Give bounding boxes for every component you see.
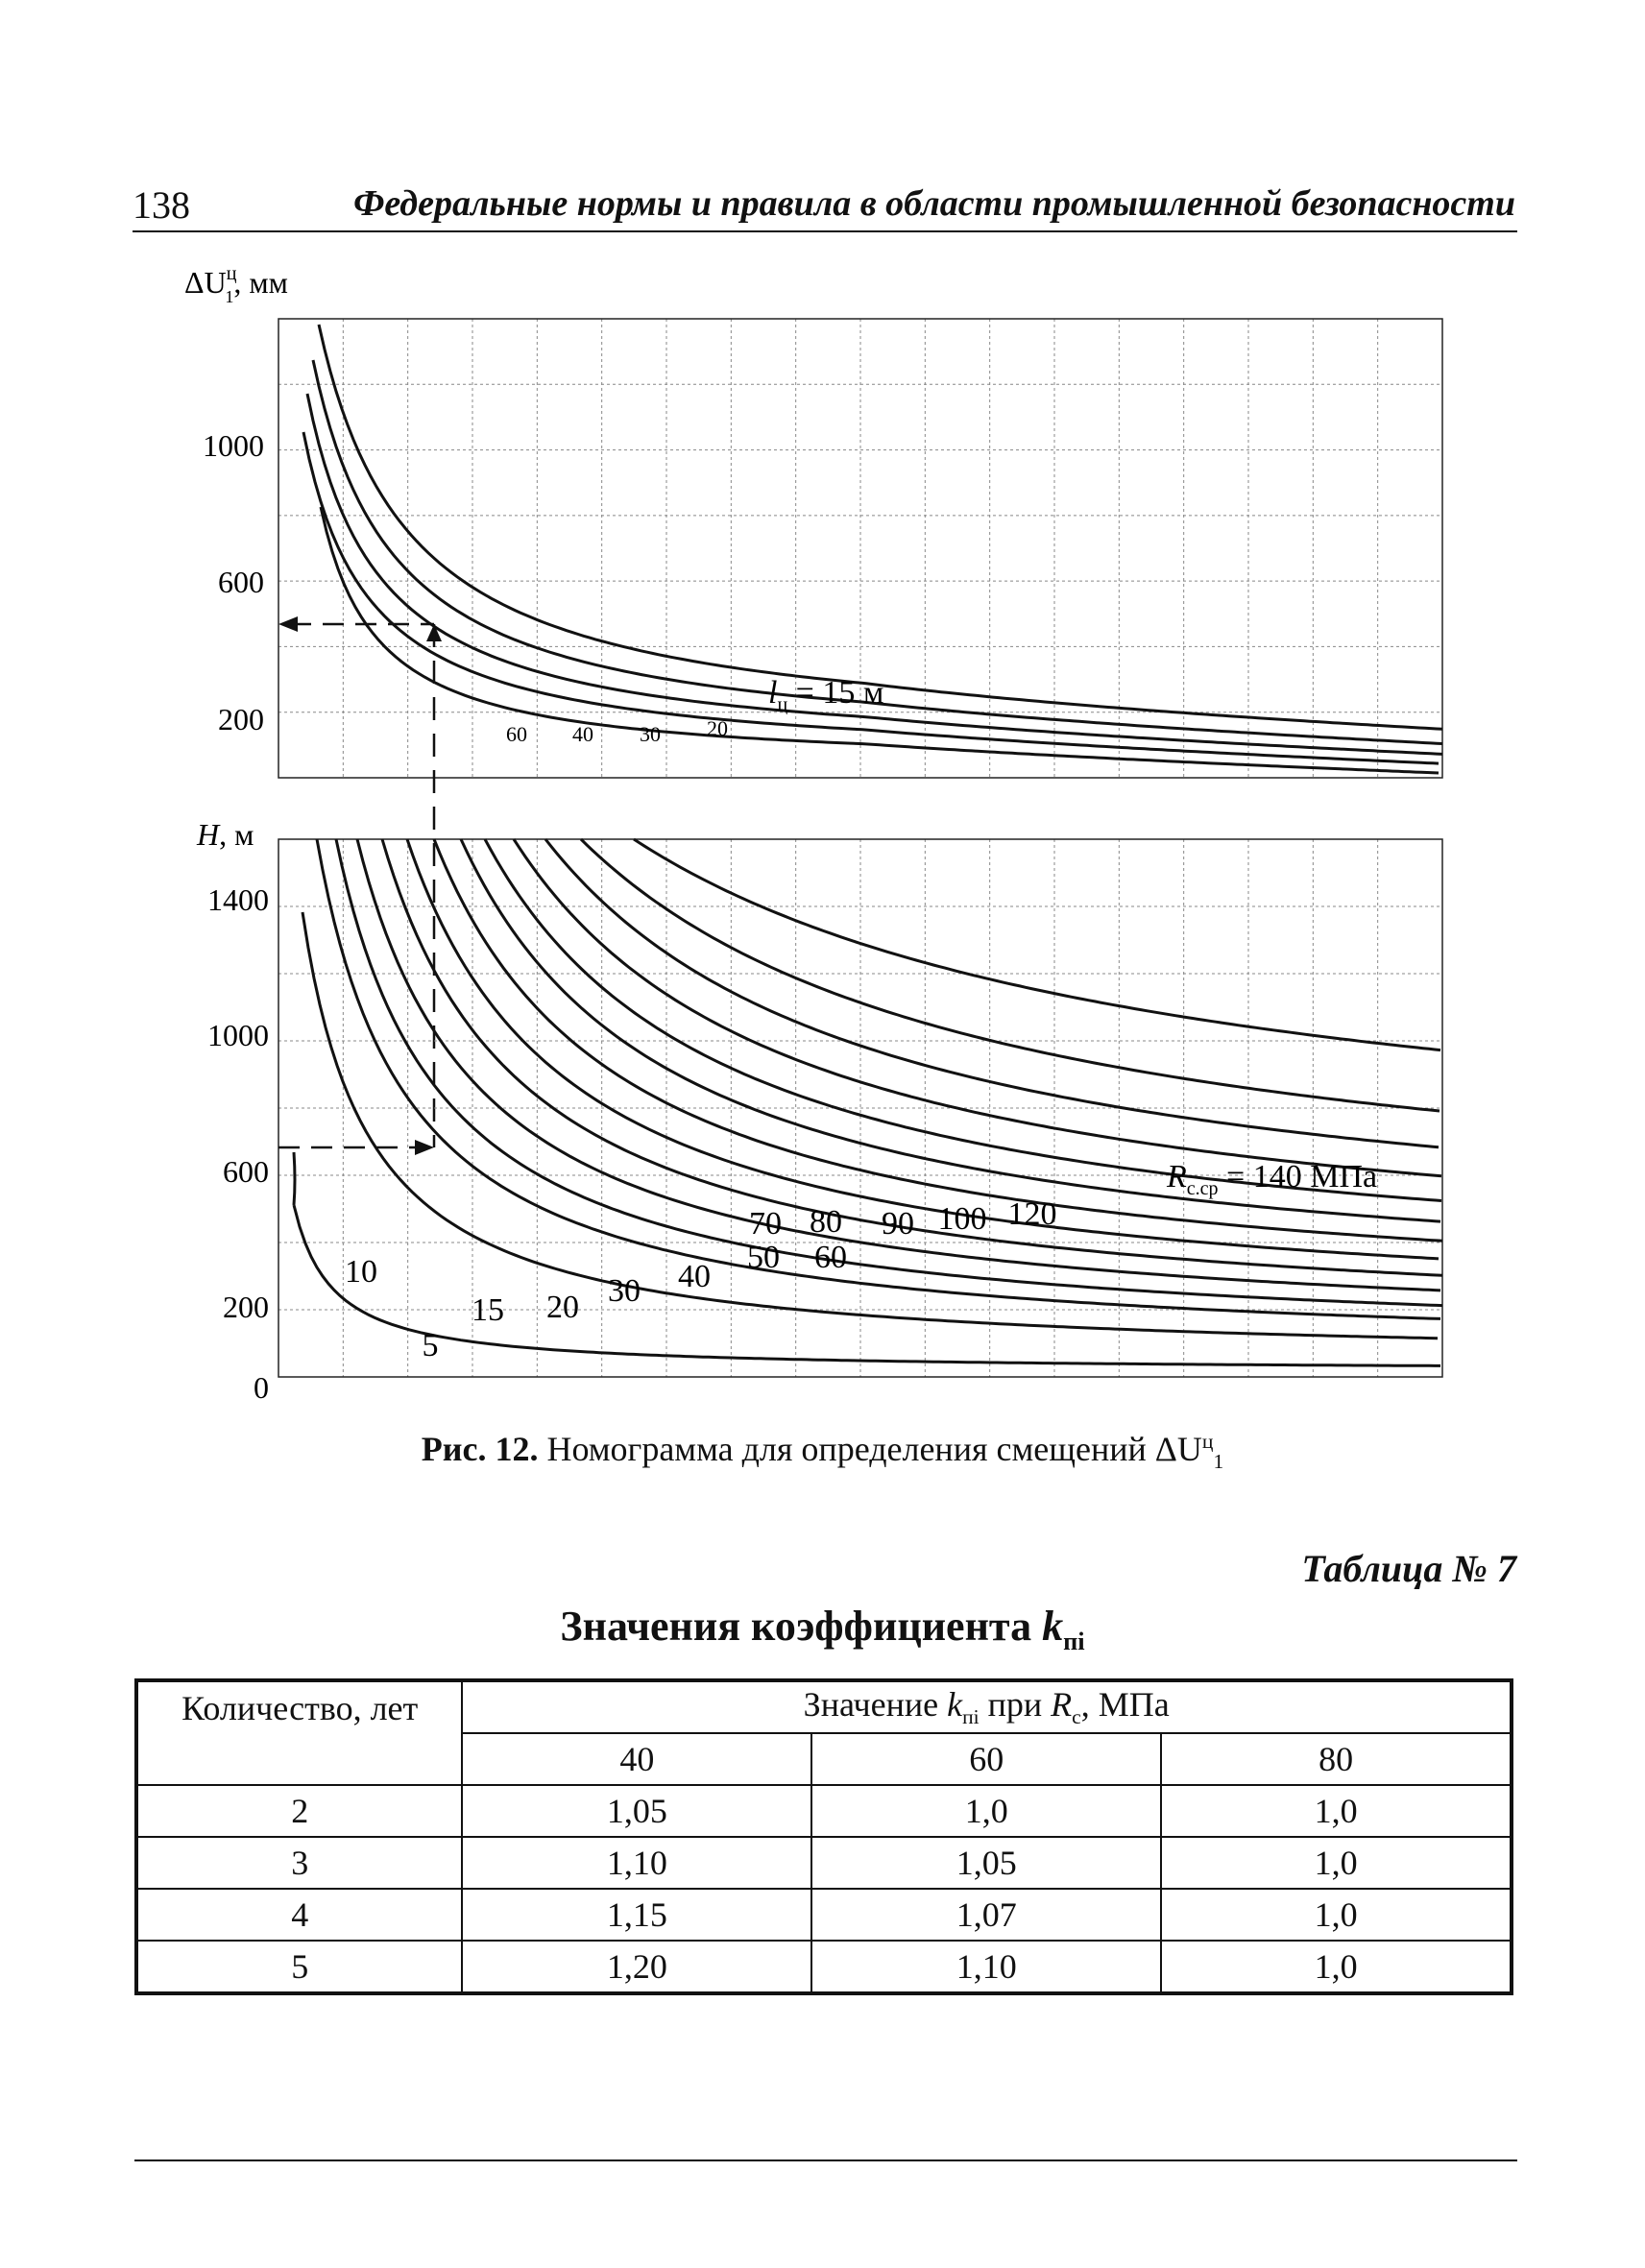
cell-years: 2 — [136, 1785, 462, 1837]
bottom-curve — [514, 839, 1441, 1176]
bottom-curve-label: 70 — [749, 1206, 782, 1242]
coefficient-table — [134, 1678, 1513, 1995]
cell-years: 3 — [136, 1837, 462, 1889]
table-row — [136, 1785, 1512, 1837]
cell-value: 1,0 — [1161, 1837, 1512, 1889]
head-group-text: Значение — [803, 1685, 939, 1725]
head-group-mid: при — [987, 1685, 1043, 1725]
bottom-curve — [634, 839, 1440, 1050]
sub-head: 60 — [811, 1733, 1161, 1785]
cell-value: 1,0 — [1161, 1941, 1512, 1993]
bottom-curve-label: 100 — [937, 1201, 987, 1237]
head-group — [462, 1680, 1512, 1733]
cell-value: 1,15 — [462, 1889, 811, 1941]
head-group-symbol: k — [947, 1685, 963, 1725]
top-y-tick: 200 — [218, 702, 264, 736]
bottom-y-axis-label: H, м — [197, 817, 254, 852]
figure-caption-sup: ц — [1201, 1430, 1214, 1453]
figure-caption-sub: 1 — [1213, 1450, 1224, 1474]
top-curve-label: 30 — [640, 722, 661, 746]
table-header-row — [136, 1680, 1512, 1733]
head-group-r: R — [1051, 1685, 1073, 1725]
top-curve — [303, 432, 1439, 763]
head-group-unit: , МПа — [1080, 1685, 1170, 1725]
head-group-sub: пі — [962, 1705, 980, 1729]
cell-value: 1,10 — [462, 1837, 811, 1889]
bottom-y-tick: 200 — [223, 1290, 269, 1324]
cell-value: 1,0 — [1161, 1785, 1512, 1837]
top-curve-label: 40 — [572, 722, 593, 746]
running-title: Федеральные нормы и правила в области промышленной безопасности — [353, 183, 1515, 224]
cell-value: 1,05 — [811, 1837, 1161, 1889]
top-family-label: $l_ц = 15$ м — [768, 675, 884, 715]
footer-rule — [134, 2159, 1517, 2161]
table-row — [136, 1837, 1512, 1889]
bottom-curve-label: 5 — [422, 1328, 439, 1363]
bottom-y-tick: 1000 — [207, 1018, 269, 1052]
cell-years: 4 — [136, 1889, 462, 1941]
top-curve-label: 20 — [707, 716, 728, 740]
bottom-family-label: $R_{с.ср} = 140$ МПа — [1167, 1159, 1378, 1199]
top-curve — [319, 325, 1442, 729]
top-y-axis-label: $\Delta U^ц$ 1, мм — [184, 263, 288, 306]
cell-value: 1,05 — [462, 1785, 811, 1837]
bottom-curve-label: 50 — [747, 1240, 780, 1275]
bottom-curve-label: 120 — [1007, 1196, 1057, 1232]
table-title — [0, 1602, 1645, 1656]
bottom-y-tick: 1400 — [207, 882, 269, 917]
table-title-sub: пі — [1063, 1626, 1085, 1655]
bottom-y-tick: 0 — [254, 1370, 269, 1405]
head-years: Количество, лет — [136, 1680, 462, 1785]
table-number: Таблица № 7 — [1301, 1547, 1516, 1590]
table-title-text: Значения коэффициента — [560, 1603, 1032, 1650]
table-row — [136, 1941, 1512, 1993]
cell-value: 1,07 — [811, 1889, 1161, 1941]
cell-value: 1,0 — [811, 1785, 1161, 1837]
bottom-curve — [294, 1152, 295, 1205]
bottom-reading-arrowhead — [415, 1140, 434, 1155]
bottom-curve-label: 40 — [678, 1259, 711, 1294]
bottom-curve — [485, 839, 1441, 1201]
top-chart — [184, 263, 1442, 778]
cell-value: 1,0 — [1161, 1889, 1512, 1941]
figure-caption-text: Номограмма для определения смещений ΔU — [546, 1430, 1202, 1468]
top-y-tick: 600 — [218, 565, 264, 599]
bottom-y-tick: 600 — [223, 1154, 269, 1189]
cell-value: 1,10 — [811, 1941, 1161, 1993]
page-number: 138 — [133, 183, 190, 227]
bottom-chart — [196, 817, 1442, 1405]
top-curve-label: 60 — [506, 722, 527, 746]
top-y-tick: 1000 — [203, 428, 264, 463]
bottom-curve-label: 80 — [810, 1204, 842, 1240]
bottom-curve-label: 90 — [882, 1206, 914, 1242]
figure-caption — [0, 1429, 1645, 1474]
sub-head: 40 — [462, 1733, 811, 1785]
sub-head: 80 — [1161, 1733, 1512, 1785]
table-row — [136, 1889, 1512, 1941]
top-reading-arrowhead — [278, 616, 298, 632]
bottom-curve-label: 10 — [345, 1254, 377, 1290]
head-group-rsub: с — [1072, 1705, 1081, 1729]
figure-caption-prefix: Рис. 12. — [421, 1430, 539, 1468]
bottom-curve-label: 15 — [472, 1292, 504, 1328]
bottom-curve-label: 20 — [546, 1290, 579, 1325]
cell-years: 5 — [136, 1941, 462, 1993]
table-title-symbol: k — [1042, 1603, 1064, 1650]
bottom-curve-label: 60 — [814, 1240, 847, 1275]
bottom-chart-curves — [294, 839, 1442, 1365]
cell-value: 1,20 — [462, 1941, 811, 1993]
bottom-curve — [545, 839, 1439, 1147]
bottom-curve — [581, 839, 1439, 1111]
bottom-curve-label: 30 — [608, 1273, 641, 1309]
